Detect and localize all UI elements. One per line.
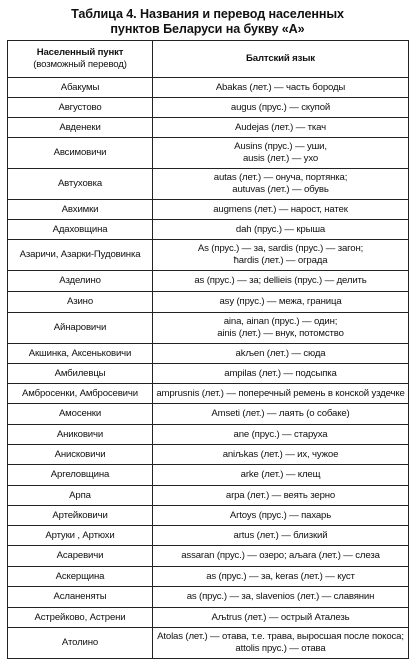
- settlement-name-cell: Асланеняты: [8, 587, 153, 608]
- baltic-translation-line: As (прус.) — за, sardis (прус.) — загон;: [197, 243, 364, 254]
- baltic-translation-cell: [153, 118, 409, 138]
- baltic-translation-line: ħardis (лет.) — ограда: [233, 255, 328, 266]
- baltic-translation-line: ausis (лет.) — ухо: [242, 153, 319, 164]
- baltic-translation-line: amprusnis (лет.) — поперечный ремень в конской уздечке: [156, 387, 405, 399]
- table-header-row: [8, 41, 409, 78]
- baltic-translation-line: Artoys (прус.) — пахарь: [229, 509, 332, 521]
- settlement-name-cell: Амбилевцы: [8, 364, 153, 384]
- settlement-name-cell: Амосенки: [8, 404, 153, 425]
- baltic-translation-line: ane (прус.) — старуха: [233, 428, 328, 440]
- baltic-translation-cell: [153, 506, 409, 526]
- header-settlement-title: Населенный пункт: [36, 47, 124, 58]
- table-row: [8, 404, 409, 425]
- header-baltic-title: Балтский язык: [246, 53, 315, 64]
- baltic-translation-cell: [153, 138, 409, 169]
- baltic-translation-cell: [153, 200, 409, 220]
- table-row: [8, 271, 409, 292]
- baltic-translation-cell: [153, 240, 409, 271]
- baltic-translation-line: Ausins (прус.) — уши,: [234, 141, 327, 152]
- header-settlement-subtitle: (возможный перевод): [33, 59, 127, 70]
- baltic-translation-cell: [153, 364, 409, 384]
- settlement-name-cell: Асаревичи: [8, 546, 153, 567]
- settlement-name-cell: Азделино: [8, 271, 153, 292]
- table-row: [8, 344, 409, 364]
- settlement-name-cell: Анисковичи: [8, 445, 153, 465]
- table-row: [8, 220, 409, 240]
- table-row: [8, 138, 409, 169]
- table-row: [8, 425, 409, 445]
- settlement-name-cell: Атолино: [8, 628, 153, 659]
- baltic-translation-line: as (прус.) — за, slavenios (лет.) — славянин: [186, 591, 375, 602]
- baltic-translation-line: augus (прус.) — скупой: [230, 101, 331, 113]
- baltic-translation-cell: [153, 628, 409, 659]
- baltic-translation-cell: [153, 486, 409, 506]
- baltic-translation-line: asy (прус.) — межа, граница: [219, 296, 342, 307]
- baltic-translation-cell: [153, 344, 409, 364]
- table-row: [8, 384, 409, 404]
- settlement-name-cell: Астрейково, Астрени: [8, 608, 153, 628]
- settlement-name-cell: Авденеки: [8, 118, 153, 138]
- table-row: [8, 200, 409, 220]
- settlement-name-cell: Аскерщина: [8, 567, 153, 587]
- baltic-translation-line: aina, ainan (прус.) — один;: [223, 316, 338, 327]
- baltic-translation-line: attolis прус.) — отава: [235, 643, 326, 654]
- settlement-name-cell: Айнаровичи: [8, 313, 153, 344]
- table-row: [8, 587, 409, 608]
- baltic-translation-line: ainis (лет.) — внук, потомство: [217, 328, 344, 339]
- baltic-translation-cell: [153, 313, 409, 344]
- baltic-translation-line: autas (лет.) — онуча, портянка;: [213, 172, 348, 183]
- settlement-name-cell: Абакумы: [8, 78, 153, 98]
- settlement-name-cell: Амбросенки, Амбросевичи: [8, 384, 153, 404]
- baltic-translation-line: as (прус.) — за; dellieis (прус.) — делить: [194, 275, 367, 286]
- baltic-translation-cell: [153, 292, 409, 313]
- baltic-translation-cell: [153, 465, 409, 486]
- baltic-translation-cell: [153, 169, 409, 200]
- table-row: [8, 465, 409, 486]
- baltic-translation-line: Abakas (лет.) — часть бороды: [215, 81, 346, 93]
- baltic-translation-line: Atolas (лет.) — отава, т.е. трава, выросшая после покоса;: [157, 631, 404, 642]
- baltic-translation-line: arpa (лет.) — веять зерно: [225, 489, 336, 501]
- baltic-translation-line: autuvas (лет.) — обувь: [232, 184, 329, 195]
- settlement-name-cell: Автуховка: [8, 169, 153, 200]
- table-row: [8, 567, 409, 587]
- baltic-translation-cell: [153, 526, 409, 546]
- settlement-name-cell: Адаховщина: [8, 220, 153, 240]
- table-row: [8, 445, 409, 465]
- table-row: [8, 486, 409, 506]
- baltic-translation-line: Audejas (лет.) — ткач: [234, 121, 327, 133]
- table-row: [8, 628, 409, 659]
- settlement-name-cell: Авсимовичи: [8, 138, 153, 169]
- baltic-translation-line: dah (прус.) — крыша: [235, 223, 326, 235]
- baltic-translation-line: Aљtrus (лет.) — острый Аталезь: [211, 611, 350, 623]
- baltic-translation-cell: [153, 567, 409, 587]
- baltic-translation-line: as (прус.) — за, keras (лет.) — куст: [206, 570, 355, 582]
- settlement-name-cell: Азаричи, Азарки-Пудовинка: [8, 240, 153, 271]
- settlement-name-cell: Августово: [8, 98, 153, 118]
- table-row: [8, 364, 409, 384]
- baltic-translation-line: assaran (прус.) — озеро; aљara (лет.) — слеза: [181, 550, 380, 561]
- baltic-translation-line: augmens (лет.) — нарост, натек: [213, 203, 348, 215]
- settlement-name-cell: Артуки , Артюхи: [8, 526, 153, 546]
- settlement-name-cell: Акшинка, Аксеньковичи: [8, 344, 153, 364]
- settlement-name-cell: Азино: [8, 292, 153, 313]
- baltic-translation-line: aniљkas (лет.) — их, чужое: [222, 448, 339, 460]
- table-row: [8, 506, 409, 526]
- baltic-translation-cell: [153, 98, 409, 118]
- baltic-translation-cell: [153, 78, 409, 98]
- table-caption-line-1: Таблица 4. Названия и перевод населенных: [71, 7, 344, 21]
- table-row: [8, 608, 409, 628]
- table-row: [8, 98, 409, 118]
- table-row: [8, 313, 409, 344]
- settlement-name-cell: Аниковичи: [8, 425, 153, 445]
- baltic-translation-cell: [153, 271, 409, 292]
- baltic-translation-line: ampilas (лет.) — подсыпка: [224, 367, 337, 379]
- baltic-translation-cell: [153, 546, 409, 567]
- table-caption: [0, 7, 415, 37]
- table-row: [8, 240, 409, 271]
- baltic-translation-line: Amseti (лет.) — лаять (о собаке): [211, 408, 350, 419]
- table-row: [8, 546, 409, 567]
- table-row: [8, 526, 409, 546]
- table-row: [8, 118, 409, 138]
- settlements-table: [7, 40, 409, 659]
- table-caption-line-2: пунктов Беларуси на букву «А»: [110, 22, 305, 36]
- baltic-translation-line: artus (лет.) — близкий: [233, 529, 328, 541]
- header-baltic: [153, 41, 409, 78]
- settlement-name-cell: Арпа: [8, 486, 153, 506]
- settlement-name-cell: Авхимки: [8, 200, 153, 220]
- baltic-translation-cell: [153, 425, 409, 445]
- baltic-translation-line: akљen (лет.) — сюда: [235, 347, 326, 359]
- baltic-translation-cell: [153, 608, 409, 628]
- table-row: [8, 78, 409, 98]
- baltic-translation-cell: [153, 220, 409, 240]
- baltic-translation-cell: [153, 384, 409, 404]
- settlement-name-cell: Артейковичи: [8, 506, 153, 526]
- table-row: [8, 292, 409, 313]
- settlement-name-cell: Аргеловщина: [8, 465, 153, 486]
- baltic-translation-cell: [153, 404, 409, 425]
- baltic-translation-cell: [153, 587, 409, 608]
- baltic-translation-cell: [153, 445, 409, 465]
- header-settlement: [8, 41, 153, 78]
- baltic-translation-line: arke (лет.) — клещ: [240, 469, 321, 480]
- table-body: [8, 78, 409, 659]
- table-row: [8, 169, 409, 200]
